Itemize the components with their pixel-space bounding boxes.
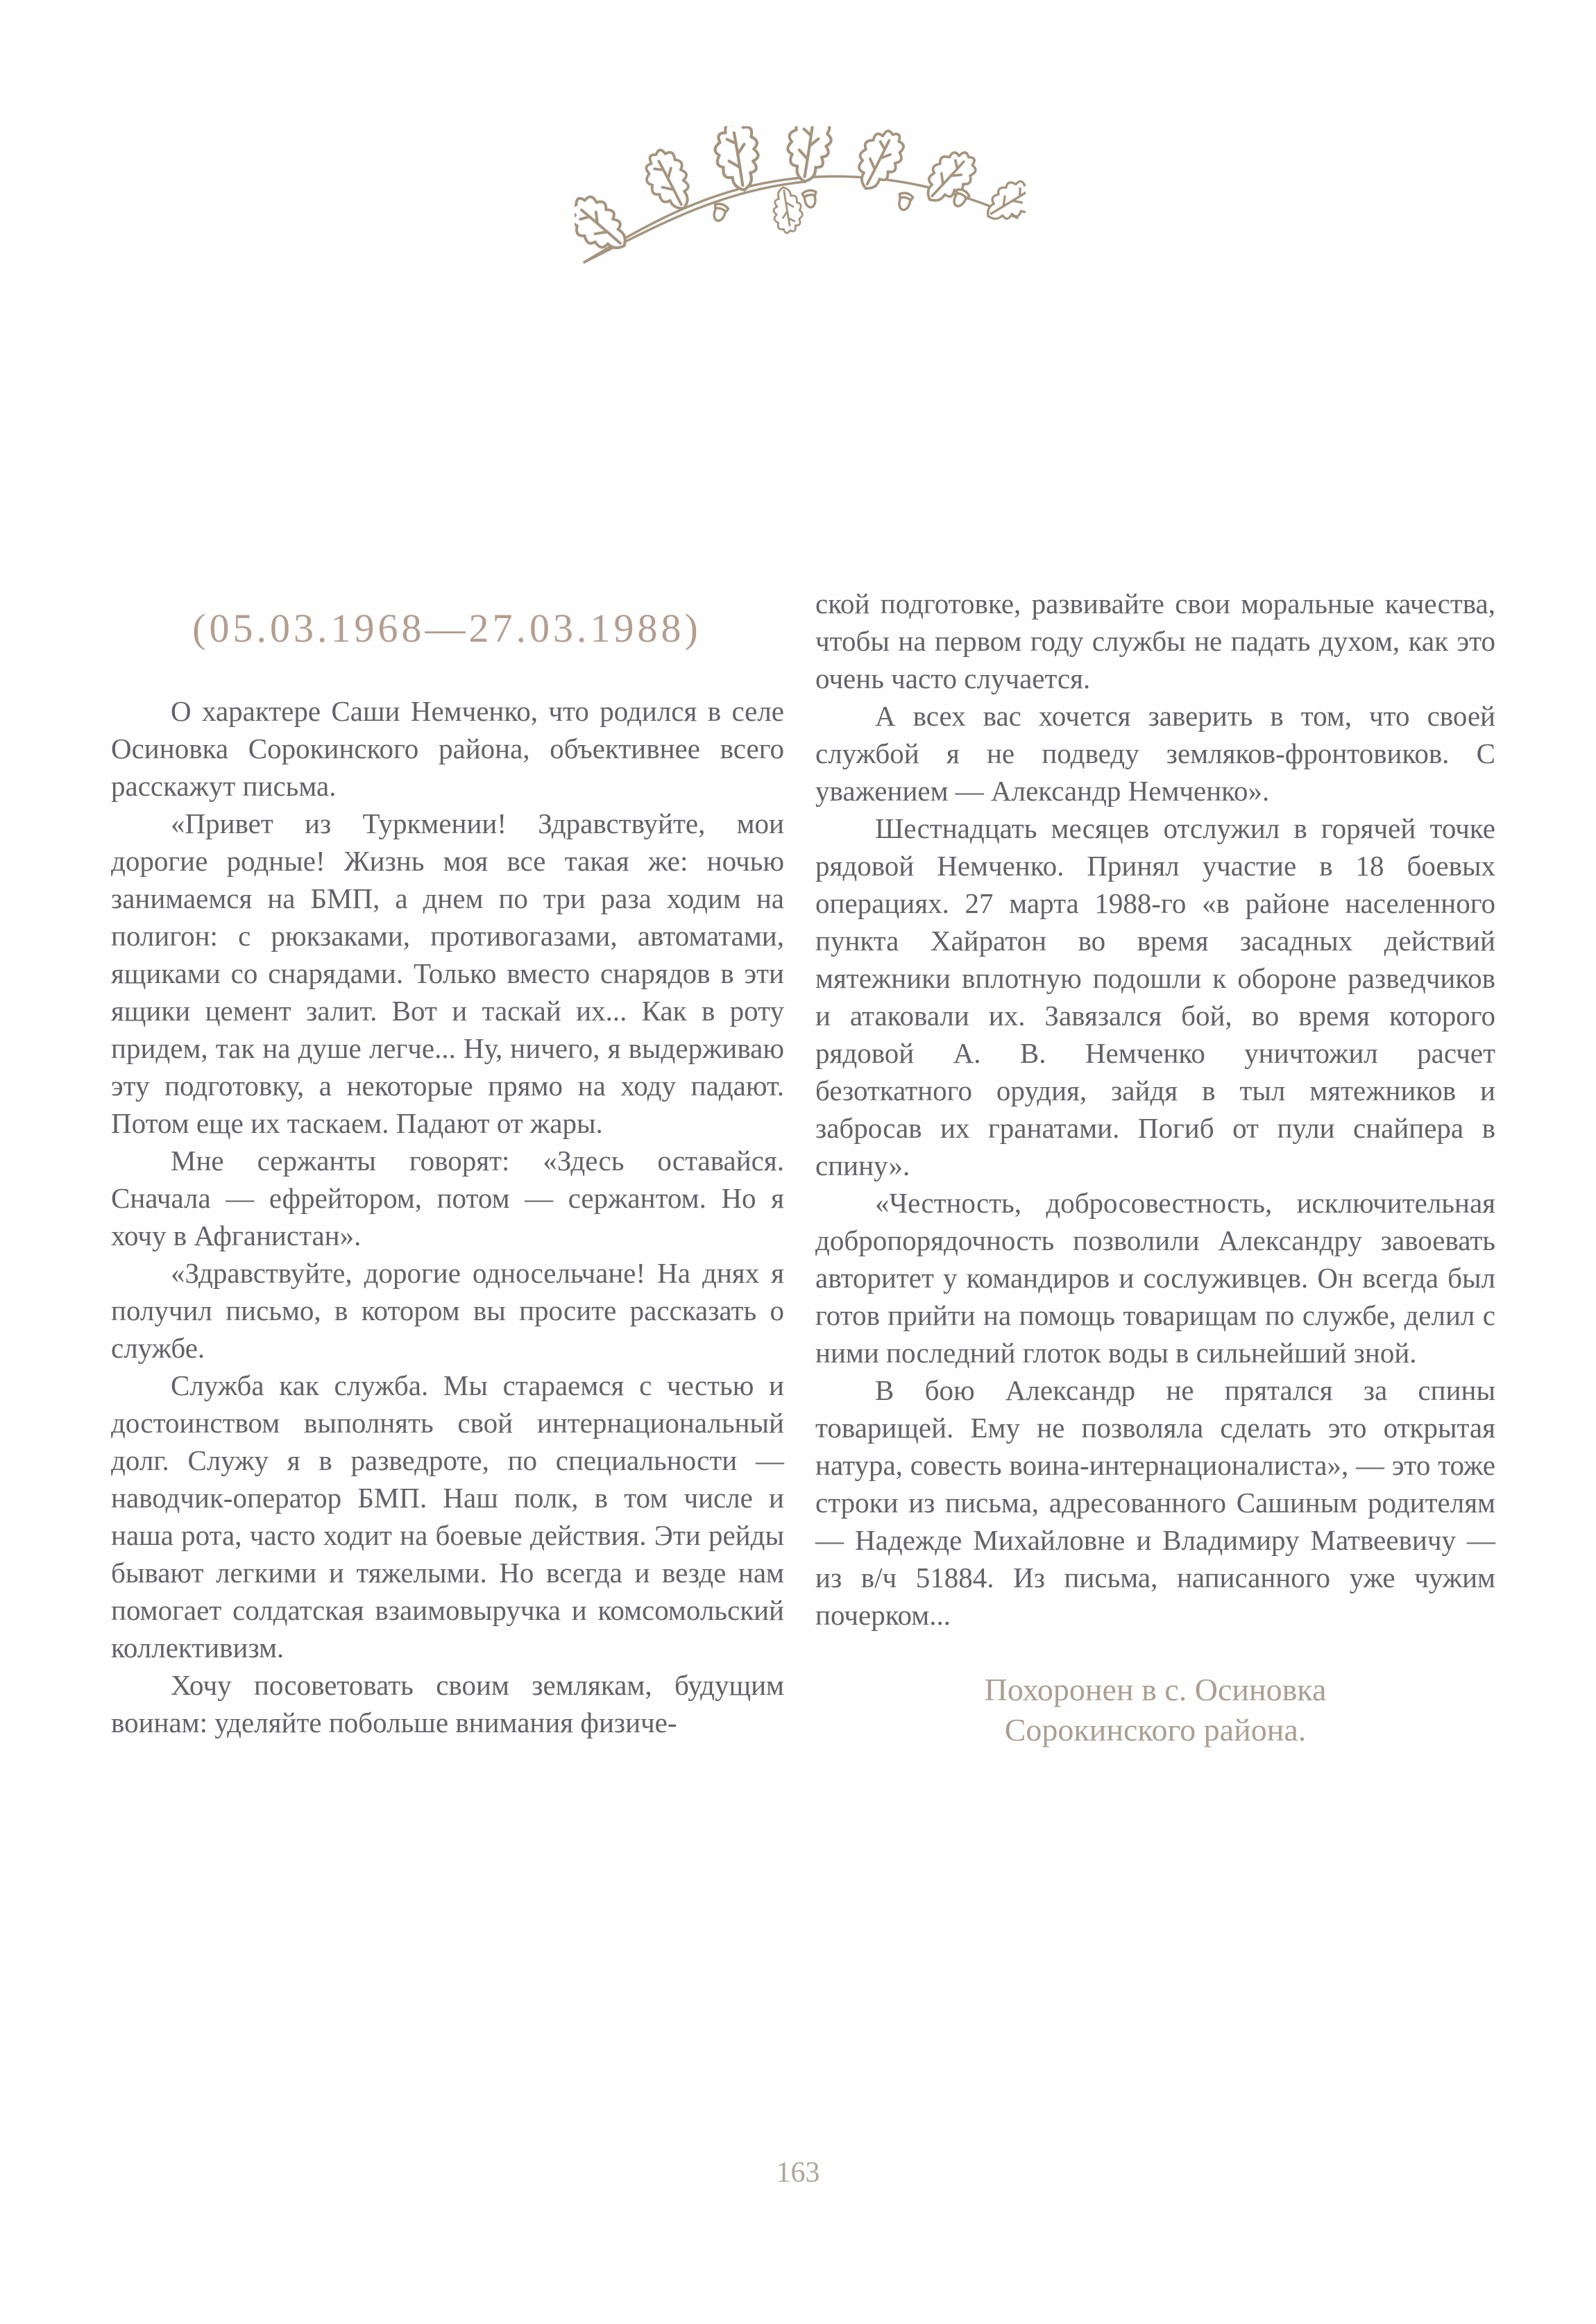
life-dates-heading: (05.03.1968—27.03.1988) — [192, 606, 702, 651]
burial-note-line: Похоронен в с. Осиновка — [984, 1672, 1327, 1707]
paragraph: ской подготовке, развивайте свои моральные качества, чтобы на первом году службы не падать духом, как это очень часто случается. — [815, 588, 1495, 694]
paragraph: О характере Саши Немченко, что родился в селе Осиновка Сорокинского района, объективнее всего расскажут письма. — [111, 695, 784, 802]
paragraph: Служба как служба. Мы стараемся с честью и достоинством выполнять свой интернациональный долг. Служу я в разведроте, по специальности — наводчик-оператор БМП. Наш полк, в том числе и наша рота, часто ходит на боевые действия. Эти рейды бывают легкими и тяжелыми. Но всегда и везде нам помогает солдатская взаимовыручка и комсомольский коллективизм. — [111, 1369, 784, 1664]
paragraph: Хочу посоветовать своим землякам, будущим воинам: уделяйте побольше внимания физиче- — [111, 1669, 784, 1738]
paragraph: А всех вас хочется заверить в том, что своей службой я не подведу земляков-фронтовиков. С уважением — Александр Немченко». — [815, 700, 1495, 807]
paragraph: Мне сержанты говорят: «Здесь оставайся. Сначала — ефрейтором, потом — сержантом. Но я хочу в Афганистан». — [111, 1145, 784, 1251]
burial-note — [815, 1670, 1495, 1750]
left-column — [111, 692, 784, 1741]
paragraph: «Честность, добросовестность, исключительная добропорядочность позволили Александру завоевать авторитет у командиров и сослуживцев. Он всегда был готов прийти на помощь товарищам по службе, делил с ними последний глоток воды в сильнейший зной. — [815, 1187, 1495, 1369]
right-column — [815, 585, 1495, 1750]
paragraph: В бою Александр не прятался за спины товарищей. Ему не позволяла сделать это открытая натура, совесть воина-интернационалиста», — это тоже строки из письма, адресованного Сашиным родителям — Надежде Михайловне и Владимиру Матвеевичу — из в/ч 51884. Из письма, написанного уже чужим почерком... — [815, 1374, 1495, 1631]
oak-branch-icon — [575, 126, 1026, 268]
paragraph: «Привет из Туркмении! Здравствуйте, мои дорогие родные! Жизнь моя все такая же: ночью занимаемся на БМП, а днем по три раза ходим на полигон: с рюкзаками, противогазами, автоматами, ящиками со снарядами. Только вместо снарядов в эти ящики цемент залит. Вот и таскай их... Как в роту придем, так на душе легче... Ну, ничего, я выдерживаю эту подготовку, а некоторые прямо на ходу падают. Потом еще их таскаем. Падают от жары. — [111, 808, 784, 1139]
page-number: 163 — [776, 2157, 820, 2189]
paragraph: Шестнадцать месяцев отслужил в горячей точке рядовой Немченко. Принял участие в 18 боевых операциях. 27 марта 1988-го «в районе населенного пункта Хайратон во время засадных действий мятежники вплотную подошли к обороне разведчиков и атаковали их. Завязался бой, во время которого рядовой А. В. Немченко уничтожил расчет безоткатного орудия, зайдя в тыл мятежников и забросав их гранатами. Погиб от пули снайпера в спину». — [815, 812, 1495, 1181]
burial-note-line: Сорокинского района. — [1004, 1712, 1307, 1748]
paragraph: «Здравствуйте, дорогие односельчане! На днях я получил письмо, в котором вы просите рассказать о службе. — [111, 1257, 784, 1364]
